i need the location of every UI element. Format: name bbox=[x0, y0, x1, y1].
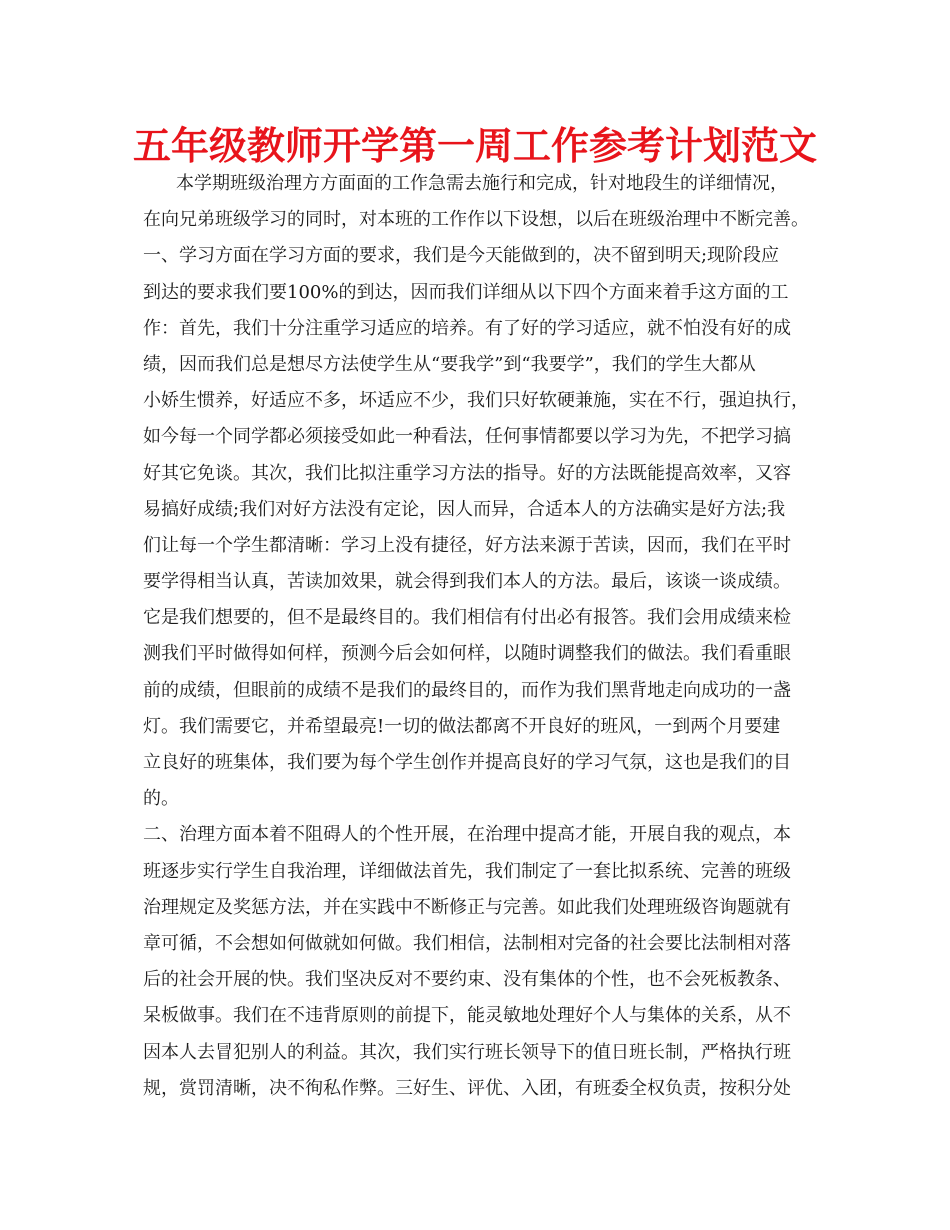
paragraph-line: 治理规定及奖惩方法，并在实践中不断修正与完善。如此我们处理班级咨询题就有 bbox=[143, 896, 791, 918]
paragraph-line: 前的成绩，但眼前的成绩不是我们的最终目的，而作为我们黑背地走向成功的一盏 bbox=[143, 679, 791, 701]
paragraph-line: 到达的要求我们要100%的到达，因而我们详细从以下四个方面来着手这方面的工 bbox=[143, 281, 789, 303]
paragraph-line: 规，赏罚清晰，决不徇私作弊。三好生、评优、入团，有班委全权负责，按积分处 bbox=[143, 1077, 791, 1099]
paragraph-line: 一、学习方面在学习方面的要求，我们是今天能做到的，决不留到明天;现阶段应 bbox=[143, 245, 780, 267]
paragraph-line: 它是我们想要的，但不是最终目的。我们相信有付出必有报答。我们会用成绩来检 bbox=[143, 607, 791, 629]
paragraph-line: 后的社会开展的快。我们坚决反对不要约束、没有集体的个性，也不会死板教条、 bbox=[143, 969, 791, 991]
paragraph-line: 因本人去冒犯别人的利益。其次，我们实行班长领导下的值日班长制，严格执行班 bbox=[143, 1041, 791, 1063]
paragraph-line: 好其它免谈。其次，我们比拟注重学习方法的指导。好的方法既能提高效率，又容 bbox=[143, 462, 791, 484]
paragraph-line: 班逐步实行学生自我治理，详细做法首先，我们制定了一套比拟系统、完善的班级 bbox=[143, 860, 791, 882]
paragraph-line: 如今每一个同学都必须接受如此一种看法，任何事情都要以学习为先，不把学习搞 bbox=[143, 426, 791, 448]
paragraph-line: 立良好的班集体，我们要为每个学生创作并提高良好的学习气氛，这也是我们的目 bbox=[143, 752, 791, 773]
paragraph-line: 要学得相当认真，苦读加效果，就会得到我们本人的方法。最后，该谈一谈成绩。 bbox=[143, 571, 791, 593]
paragraph-line: 易搞好成绩;我们对好方法没有定论，因人而异，合适本人的方法确实是好方法;我 bbox=[143, 498, 786, 520]
paragraph-line: 测我们平时做得如何样，预测今后会如何样，以随时调整我们的做法。我们看重眼 bbox=[143, 643, 791, 665]
document-body bbox=[143, 166, 813, 1107]
paragraph-line: 灯。我们需要它，并希望最亮!一切的做法都离不开良好的班风，一到两个月要建 bbox=[143, 715, 781, 737]
paragraph-line: 本学期班级治理方方面面的工作急需去施行和完成，针对地段生的详细情况， bbox=[176, 173, 788, 194]
paragraph-line: 二、治理方面本着不阻碍人的个性开展，在治理中提高才能，开展自我的观点，本 bbox=[143, 824, 791, 846]
paragraph-line: 们让每一个学生都清晰：学习上没有捷径，好方法来源于苦读，因而，我们在平时 bbox=[143, 534, 791, 556]
paragraph-line: 的。 bbox=[143, 788, 179, 810]
paragraph-line: 小娇生惯养，好适应不多，坏适应不少，我们只好软硬兼施，实在不行，强迫执行， bbox=[143, 390, 809, 412]
paragraph-line: 在向兄弟班级学习的同时，对本班的工作作以下设想，以后在班级治理中不断完善。 bbox=[143, 209, 809, 231]
paragraph-line: 作：首先，我们十分注重学习适应的培养。有了好的学习适应，就不怕没有好的成 bbox=[143, 317, 791, 339]
document-title: 五年级教师开学第一周工作参考计划范文 bbox=[132, 124, 817, 168]
paragraph-line: 绩，因而我们总是想尽方法使学生从“要我学”到“我要学”，我们的学生大都从 bbox=[143, 353, 756, 375]
paragraph-line: 章可循，不会想如何做就如何做。我们相信，法制相对完备的社会要比法制相对落 bbox=[143, 932, 791, 954]
paragraph-line: 呆板做事。我们在不违背原则的前提下，能灵敏地处理好个人与集体的关系，从不 bbox=[143, 1005, 791, 1027]
